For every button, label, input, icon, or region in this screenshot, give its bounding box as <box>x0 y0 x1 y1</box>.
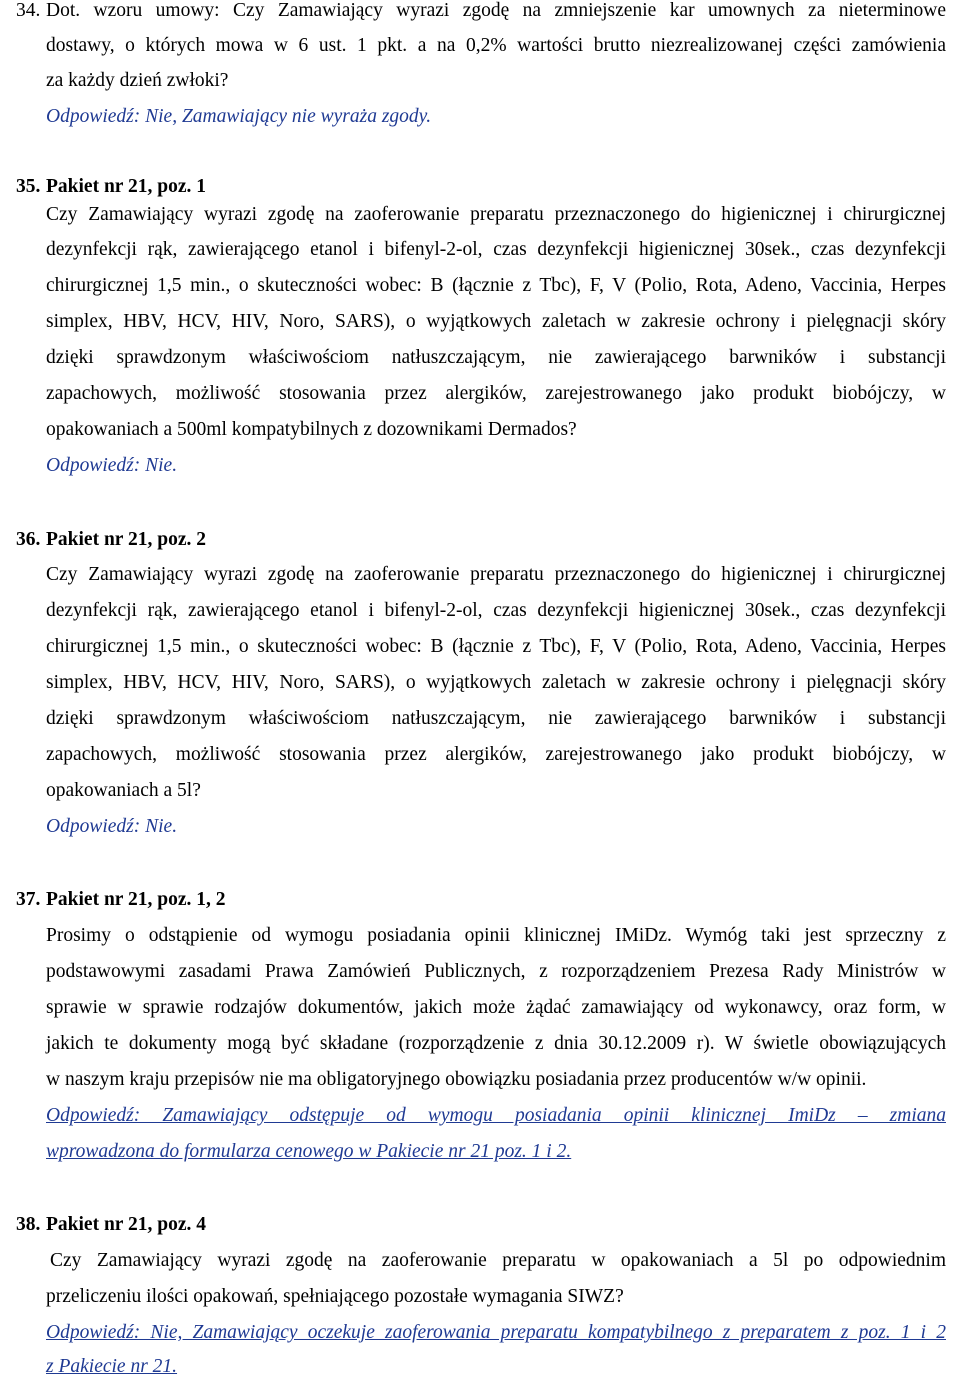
q38-heading: Pakiet nr 21, poz. 4 <box>46 1214 206 1235</box>
q35-line-7: opakowaniach a 500ml kompatybilnych z dozownikami Dermados? <box>46 419 577 440</box>
q35-heading: Pakiet nr 21, poz. 1 <box>46 176 206 197</box>
q38-answer-1: Odpowiedź: Nie, Zamawiający oczekuje zaoferowania preparatu kompatybilnego z preparatem z poz. 1 i 2 <box>46 1322 946 1343</box>
q35-line-3-left <box>46 275 946 297</box>
q37-heading-line <box>16 889 916 911</box>
q34-answer: Odpowiedź: Nie, Zamawiający nie wyraża zgody. <box>46 106 432 127</box>
q34-line-3: za każdy dzień zwłoki? <box>46 70 229 91</box>
q38-line-1: Czy Zamawiający wyrazi zgodę na zaoferowanie preparatu w opakowaniach a 5l po odpowiednim <box>50 1250 946 1271</box>
q35-line-4: simplex, HBV, HCV, HIV, Noro, SARS), o wyjątkowych zaletach w zakresie ochrony i pielęgnacji skóry <box>46 311 946 332</box>
q35-line-2: dezynfekcji rąk, zawierającego etanol i bifenyl-2-ol, czas dezynfekcji higienicznej 30sek., czas dezynfekcji <box>46 239 946 260</box>
q37-heading: Pakiet nr 21, poz. 1, 2 <box>46 889 226 910</box>
q36-heading-line <box>16 529 916 551</box>
q35-line-3: chirurgicznej 1,5 min., o skuteczności wobec: B (łącznie z Tbc), F, V (Polio, Rota, Adeno, Vaccinia, Herpes <box>46 275 946 296</box>
q37-answer-1: Odpowiedź: Zamawiający odstępuje od wymogu posiadania opinii klinicznej ImiDz – zmiana <box>46 1105 946 1126</box>
q34-line-1 <box>16 0 946 22</box>
q36-line-6: zapachowych, możliwość stosowania przez alergików, zarejestrowanego jako produkt biobójczy, w <box>46 744 946 765</box>
q37-line-4: jakich te dokumenty mogą być składane (rozporządzenie z dnia 30.12.2009 r). W świetle obowiązujących <box>46 1033 946 1054</box>
q37-answer-2: wprowadzona do formularza cenowego w Pakiecie nr 21 poz. 1 i 2. <box>46 1141 572 1162</box>
q37-number: 37. <box>16 889 41 910</box>
q36-line-3: chirurgicznej 1,5 min., o skuteczności wobec: B (łącznie z Tbc), F, V (Polio, Rota, Adeno, Vaccinia, Herpes <box>46 636 946 657</box>
q34-number: 34. <box>16 0 41 21</box>
q36-heading: Pakiet nr 21, poz. 2 <box>46 529 206 550</box>
q36-line-7: opakowaniach a 5l? <box>46 780 201 801</box>
q35-number: 35. <box>16 176 41 197</box>
q35-answer: Odpowiedź: Nie. <box>46 455 178 476</box>
q36-answer: Odpowiedź: Nie. <box>46 816 178 837</box>
q35-line-6: zapachowych, możliwość stosowania przez alergików, zarejestrowanego jako produkt biobójczy, w <box>46 383 946 404</box>
q38-heading-line <box>16 1214 916 1236</box>
q35-line-1: Czy Zamawiający wyrazi zgodę na zaoferowanie preparatu przeznaczonego do higienicznej i chirurgicznej <box>46 204 946 225</box>
q36-line-4: simplex, HBV, HCV, HIV, Noro, SARS), o wyjątkowych zaletach w zakresie ochrony i pielęgnacji skóry <box>46 672 946 693</box>
q38-answer-2: z Pakiecie nr 21. <box>46 1356 178 1377</box>
q35-line-5: dzięki sprawdzonym właściwościom natłuszczającym, nie zawierającego barwników i substancji <box>46 347 946 368</box>
q38-number: 38. <box>16 1214 41 1235</box>
q37-line-1: Prosimy o odstąpienie od wymogu posiadania opinii klinicznej IMiDz. Wymóg taki jest sprzeczny z <box>46 925 946 946</box>
q37-line-2: podstawowymi zasadami Prawa Zamówień Publicznych, z rozporządzeniem Prezesa Rady Ministrów w <box>46 961 946 982</box>
q36-line-1: Czy Zamawiający wyrazi zgodę na zaoferowanie preparatu przeznaczonego do higienicznej i chirurgicznej <box>46 564 946 585</box>
q36-line-2: dezynfekcji rąk, zawierającego etanol i bifenyl-2-ol, czas dezynfekcji higienicznej 30sek., czas dezynfekcji <box>46 600 946 621</box>
q36-number: 36. <box>16 529 41 550</box>
q35-heading-line <box>16 176 916 198</box>
q37-line-5: w naszym kraju przepisów nie ma obligatoryjnego obowiązku posiadania przez producentów w/w opinii. <box>46 1069 867 1090</box>
q38-line-2: przeliczeniu ilości opakowań, spełniającego pozostałe wymagania SIWZ? <box>46 1286 624 1307</box>
q37-line-3: sprawie w sprawie rodzajów dokumentów, jakich może żądać zamawiający od wykonawcy, oraz form, w <box>46 997 946 1018</box>
q36-line-5: dzięki sprawdzonym właściwościom natłuszczającym, nie zawierającego barwników i substancji <box>46 708 946 729</box>
q34-text-1: Dot. wzoru umowy: Czy Zamawiający wyrazi zgodę na zmniejszenie kar umownych za nieterminowe <box>46 0 946 21</box>
q34-line-2: dostawy, o których mowa w 6 ust. 1 pkt. a na 0,2% wartości brutto niezrealizowanej części zamówienia <box>46 35 946 56</box>
